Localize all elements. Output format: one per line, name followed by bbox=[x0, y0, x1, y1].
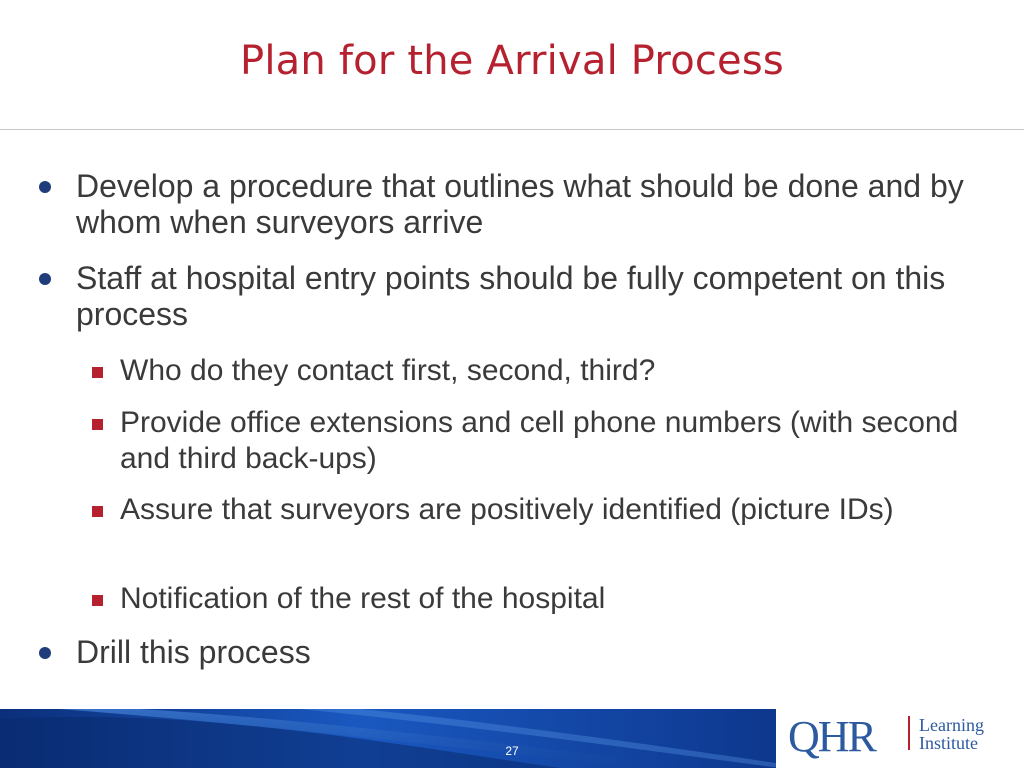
slide-title: Plan for the Arrival Process bbox=[240, 38, 784, 84]
sub-bullet-item bbox=[120, 353, 970, 389]
title-area bbox=[0, 0, 1024, 128]
bullet-dot-icon bbox=[39, 647, 51, 659]
logo-text bbox=[919, 716, 984, 752]
title-divider bbox=[0, 129, 1024, 130]
bullet-item bbox=[76, 260, 966, 332]
bullet-text: Staff at hospital entry points should be fully competent on this process bbox=[76, 260, 946, 332]
page-number: 27 bbox=[505, 744, 519, 758]
sub-bullet-item bbox=[120, 492, 970, 528]
sub-bullet-text: Who do they contact first, second, third? bbox=[120, 354, 656, 387]
square-bullet-icon bbox=[92, 506, 103, 517]
logo-divider bbox=[908, 716, 910, 750]
square-bullet-icon bbox=[92, 419, 103, 430]
logo-line-learning: Learning bbox=[919, 715, 984, 735]
sub-bullet-item bbox=[120, 581, 970, 617]
bullet-text: Develop a procedure that outlines what should be done and by whom when surveyors arrive bbox=[76, 168, 964, 240]
sub-bullet-text: Assure that surveyors are positively identified (picture IDs) bbox=[120, 493, 894, 526]
bullet-item bbox=[76, 168, 966, 240]
bullet-dot-icon bbox=[39, 181, 51, 193]
sub-bullet-text: Provide office extensions and cell phone numbers (with second and third back-ups) bbox=[120, 406, 959, 475]
square-bullet-icon bbox=[92, 367, 103, 378]
bullet-dot-icon bbox=[39, 273, 51, 285]
sub-bullet-item bbox=[120, 405, 970, 477]
bullet-text: Drill this process bbox=[76, 634, 311, 670]
square-bullet-icon bbox=[92, 595, 103, 606]
sub-bullet-text: Notification of the rest of the hospital bbox=[120, 582, 606, 615]
qhr-logo-mark: QHR bbox=[788, 712, 875, 761]
bullet-item bbox=[76, 634, 966, 670]
logo-line-institute: Institute bbox=[919, 733, 978, 753]
